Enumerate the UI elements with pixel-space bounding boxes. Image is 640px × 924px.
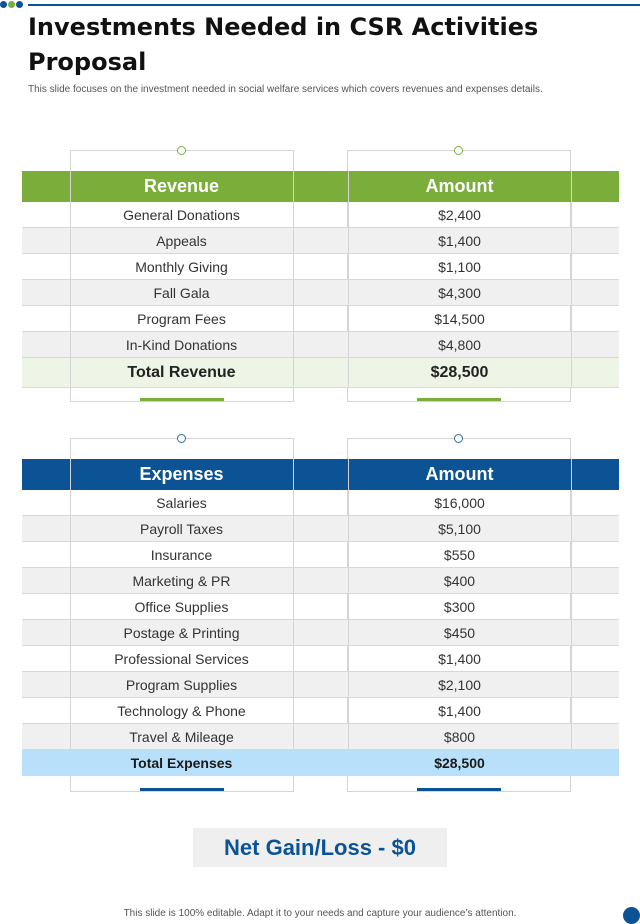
revenue-amount-cell: $14,500 [348, 306, 571, 332]
expenses-table [22, 459, 619, 776]
expense-label-cell: Travel & Mileage [70, 724, 293, 750]
table-row [22, 202, 619, 228]
revenue-amount-cell: $1,100 [348, 254, 571, 280]
expenses-tab [140, 788, 224, 791]
revenue-label-cell: Monthly Giving [70, 254, 293, 280]
revenue-tab [417, 398, 501, 401]
revenue-label-cell: General Donations [70, 202, 293, 228]
table-row [22, 254, 619, 280]
page-title: Investments Needed in CSR Activities Proposal [28, 13, 539, 76]
table-row [22, 490, 619, 516]
revenue-label-cell: Program Fees [70, 306, 293, 332]
table-row [22, 620, 619, 646]
revenue-amount-cell: $1,400 [348, 228, 571, 254]
table-row [22, 594, 619, 620]
net-gain-loss-box: Net Gain/Loss - $0 [193, 828, 447, 867]
expense-label-cell: Postage & Printing [70, 620, 293, 646]
page-subtitle: This slide focuses on the investment needed in social welfare services which covers revenues and expenses details. [28, 84, 543, 95]
expense-amount-cell: $1,400 [348, 646, 571, 672]
footer-note: This slide is 100% editable. Adapt it to your needs and capture your audience’s attention. [123, 908, 517, 919]
ring-icon [454, 434, 463, 443]
revenue-header: Revenue [70, 171, 293, 202]
expense-amount-cell: $300 [348, 594, 571, 620]
expense-label-cell: Technology & Phone [70, 698, 293, 724]
expenses-total-row [22, 750, 619, 776]
ring-icon [454, 146, 463, 155]
revenue-total-row [22, 358, 619, 388]
revenue-label-cell: Fall Gala [70, 280, 293, 306]
expense-amount-cell: $450 [348, 620, 571, 646]
expense-label-cell: Marketing & PR [70, 568, 293, 594]
decor-dot-icon [8, 1, 15, 8]
expense-label-cell: Insurance [70, 542, 293, 568]
expense-amount-cell: $2,100 [348, 672, 571, 698]
expense-label-cell: Office Supplies [70, 594, 293, 620]
expense-label-cell: Payroll Taxes [70, 516, 293, 542]
expense-label-cell: Salaries [70, 490, 293, 516]
expense-amount-cell: $400 [348, 568, 571, 594]
table-row [22, 516, 619, 542]
revenue-total-label: Total Revenue [70, 358, 293, 388]
ring-icon [177, 146, 186, 155]
revenue-total-amount: $28,500 [348, 358, 571, 388]
expenses-total-label: Total Expenses [70, 750, 293, 776]
revenue-amount-header: Amount [348, 171, 571, 202]
expense-amount-cell: $1,400 [348, 698, 571, 724]
expense-amount-cell: $16,000 [348, 490, 571, 516]
expenses-header: Expenses [70, 459, 293, 490]
expenses-total-amount: $28,500 [348, 750, 571, 776]
expense-label-cell: Program Supplies [70, 672, 293, 698]
table-row [22, 646, 619, 672]
table-row [22, 332, 619, 358]
expenses-header-row [22, 459, 619, 490]
revenue-amount-cell: $4,800 [348, 332, 571, 358]
decor-dot-icon [16, 1, 23, 8]
ring-icon [177, 434, 186, 443]
revenue-tab [140, 398, 224, 401]
revenue-amount-cell: $4,300 [348, 280, 571, 306]
expenses-amount-header: Amount [348, 459, 571, 490]
revenue-label-cell: In-Kind Donations [70, 332, 293, 358]
table-row [22, 568, 619, 594]
revenue-header-row [22, 171, 619, 202]
table-row [22, 698, 619, 724]
table-row [22, 724, 619, 750]
expense-amount-cell: $5,100 [348, 516, 571, 542]
table-row [22, 306, 619, 332]
expense-amount-cell: $550 [348, 542, 571, 568]
corner-circle-icon [623, 907, 640, 924]
decor-dot-icon [0, 1, 7, 8]
table-row [22, 672, 619, 698]
table-row [22, 542, 619, 568]
top-rule [28, 4, 640, 6]
table-row [22, 280, 619, 306]
table-row [22, 228, 619, 254]
expense-amount-cell: $800 [348, 724, 571, 750]
expense-label-cell: Professional Services [70, 646, 293, 672]
revenue-table [22, 171, 619, 388]
revenue-label-cell: Appeals [70, 228, 293, 254]
expenses-tab [417, 788, 501, 791]
revenue-amount-cell: $2,400 [348, 202, 571, 228]
